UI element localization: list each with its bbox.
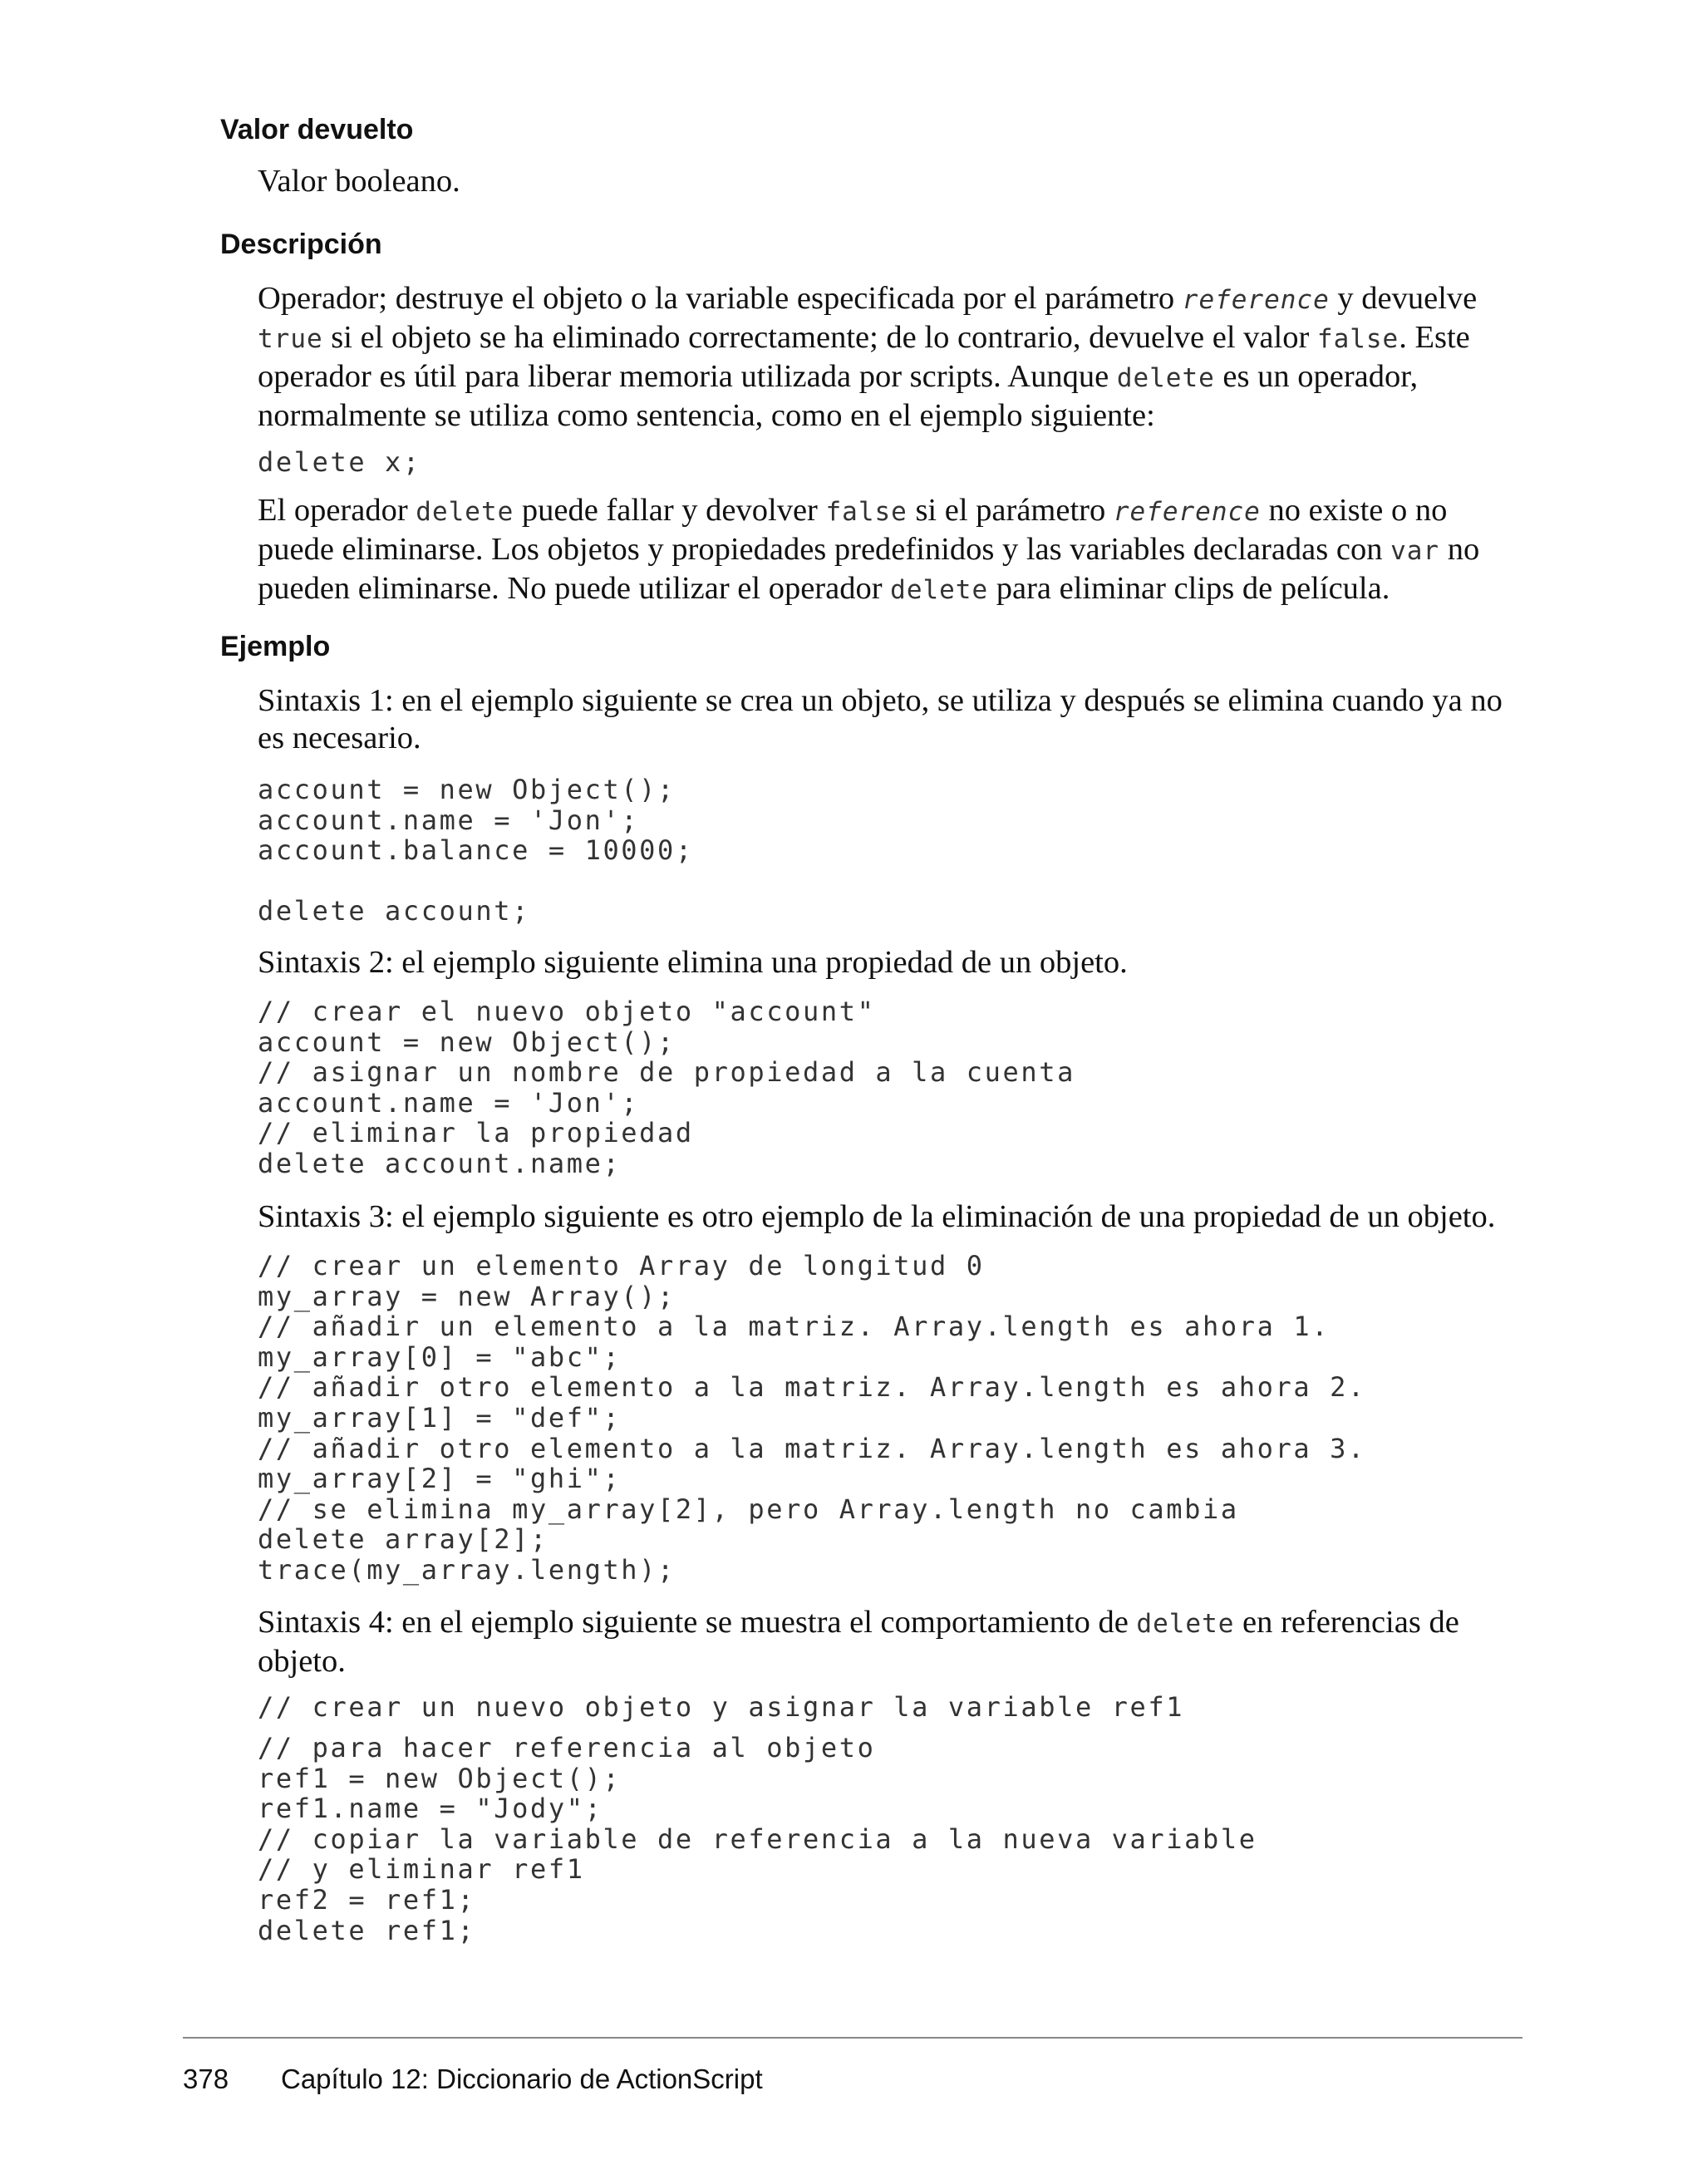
inline-code-delete: delete (416, 497, 514, 527)
text-run: Sintaxis 4: en el ejemplo siguiente se muestra el comportamiento de (258, 1605, 1137, 1640)
inline-code-reference: reference (1113, 497, 1261, 527)
text-run: en referencias de objeto. (258, 1605, 1459, 1679)
code-block-delete-x: delete x; (258, 446, 421, 478)
text-run: Operador; destruye el objeto o la variable especificada por el parámetro (258, 281, 1183, 316)
inline-code-true: true (258, 324, 323, 354)
sintaxis-1-text: Sintaxis 1: en el ejemplo siguiente se crea un objeto, se utiliza y después se elimina cuando ya no es necesario. (258, 683, 1503, 755)
text-run: para eliminar clips de película. (988, 571, 1390, 606)
inline-code-reference: reference (1182, 285, 1330, 315)
code-block-sintaxis-1: account = new Object(); account.name = 'Jon'; account.balance = 10000; delete account; (258, 774, 694, 927)
heading-ejemplo: Ejemplo (220, 631, 331, 662)
text-run: . Este operador es útil para liberar memoria utilizada por scripts. Aunque (258, 320, 1470, 394)
code-block-sintaxis-4-a: // crear un nuevo objeto y asignar la variable ref1 (258, 1691, 1185, 1723)
descripcion-paragraph-2 (258, 492, 1521, 609)
code-block-sintaxis-2: // crear el nuevo objeto "account" account = new Object(); // asignar un nombre de propiedad a la cuenta account.name = 'Jon'; // eliminar la propiedad delete account.name; (258, 996, 1075, 1179)
inline-code-delete: delete (1136, 1609, 1235, 1639)
valor-text: Valor booleano. (258, 164, 460, 199)
inline-code-false: false (825, 497, 908, 527)
code-block-sintaxis-3: // crear un elemento Array de longitud 0 my_array = new Array(); // añadir un elemento a la matriz. Array.length es ahora 1. my_array[0] = "abc"; // añadir otro elemento a la matriz. Array.length es ahora 2. my_array[1] = "def"; // añadir otro elemento a la matriz. Array.length es ahora 3. my_array[2] = "ghi"; // se elimina my_array[2], pero Array.length no cambia delete array[2]; trace(my_array.length); (258, 1250, 1366, 1586)
footer-divider (183, 2037, 1522, 2039)
sintaxis-4-text (258, 1604, 1521, 1680)
page-number: 378 (183, 2063, 229, 2094)
heading-descripcion: Descripción (220, 229, 382, 260)
chapter-title: Capítulo 12: Diccionario de ActionScript (281, 2063, 763, 2094)
text-run: puede fallar y devolver (514, 493, 826, 528)
text-run: no pueden eliminarse. No puede utilizar el operador (258, 532, 1480, 606)
text-run: El operador (258, 493, 416, 528)
sintaxis-3-text: Sintaxis 3: el ejemplo siguiente es otro ejemplo de la eliminación de una propiedad de un objeto. (258, 1199, 1496, 1234)
inline-code-delete: delete (890, 575, 989, 605)
inline-code-delete: delete (1116, 363, 1215, 393)
heading-valor-devuelto: Valor devuelto (220, 114, 414, 145)
descripcion-paragraph-1 (258, 280, 1521, 435)
code-block-sintaxis-4-b: // para hacer referencia al objeto ref1 = new Object(); ref1.name = "Jody"; // copiar la variable de referencia a la nueva variable // y eliminar ref1 ref2 = ref1; delete ref1; (258, 1732, 1257, 1946)
text-run: si el parámetro (907, 493, 1114, 528)
text-run: y devuelve (1329, 281, 1478, 316)
text-run: no existe o no puede eliminarse. Los objetos y propiedades predefinidos y las variables declaradas con (258, 493, 1448, 567)
sintaxis-2-text: Sintaxis 2: el ejemplo siguiente elimina una propiedad de un objeto. (258, 945, 1128, 980)
text-run: si el objeto se ha eliminado correctamente; de lo contrario, devuelve el valor (322, 320, 1317, 355)
inline-code-var: var (1390, 536, 1440, 566)
text-run: es un operador, normalmente se utiliza como sentencia, como en el ejemplo siguiente: (258, 359, 1419, 433)
inline-code-false: false (1316, 324, 1399, 354)
